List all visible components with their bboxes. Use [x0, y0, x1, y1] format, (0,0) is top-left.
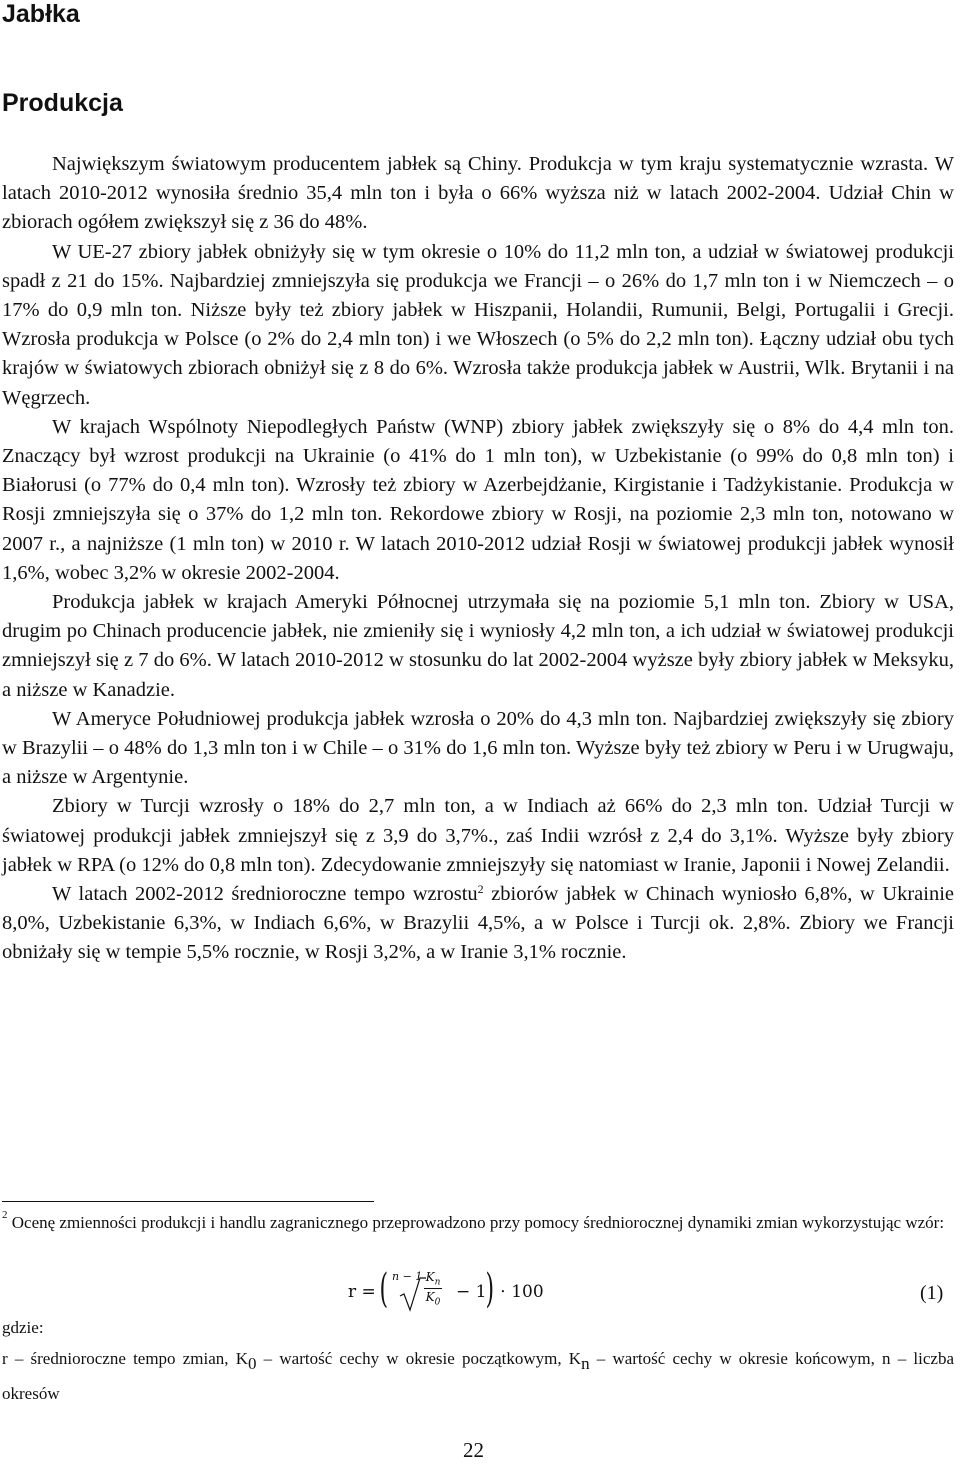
- fraction: [424, 1270, 442, 1308]
- growth-text-end: zbiorów jabłek w Chinach wyniosło 6,8%, w Ukrainie 8,0%, Uzbekistanie 6,3%, w Indiach 6,6%, w Brazylii 4,5%, a w Polsce i Turcji ok. 2,8%. Zbiory we Francji obniżały się w tempie 5,5% rocznie, w Rosji 3,2%, a w Iranie 3,1% rocznie.: [2, 883, 954, 964]
- where-label: gdzie:: [2, 1318, 44, 1337]
- footnote-text: Ocenę zmienności produkcji i handlu zagranicznego przeprowadzono przy pomocy średniorocznej dynamiki zmian wykorzystując wzór:: [11, 1213, 945, 1232]
- paragraph-china: Największym światowym producentem jabłek są Chiny. Produkcja w tym kraju systematycznie wzrasta. W latach 2010-2012 wynosiła średnio 35,4 mln ton i była o 66% wyższa niż w latach 2002-2004. Udział Chin w zbiorach ogółem zwiększył się z 36 do 48%.: [2, 153, 954, 234]
- page-number: 22: [463, 1438, 484, 1462]
- k0-subscript: 0: [248, 1354, 257, 1373]
- paragraph-cis: W krajach Wspólnoty Niepodległych Państw (WNP) zbiory jabłek zwiększyły się o 8% do 4,4 mln ton. Znaczący był wzrost produkcji na Ukrainie (o 41% do 1 mln ton), w Uzbekistanie (o 99% do 0,8 mln ton) i Białorusi (o 77% do 0,4 mln ton). Wzrosły też zbiory w Azerbejdżanie, Kirgistanie i Tadżykistanie. Produkcja w Rosji zmniejszyła się o 37% do 1,2 mln ton. Rekordowe zbiory w Rosji, na poziomie 2,3 mln ton, notowano w 2007 r., a najniższe (1 mln ton) w 2010 r. W latach 2010-2012 udział Rosji w światowej produkcji jabłek wynosił 1,6%, wobec 3,2% w okresie 2002-2004.: [2, 415, 954, 584]
- def-r: r – średnioroczne tempo zmian, K: [2, 1349, 248, 1368]
- right-paren: ): [485, 1266, 495, 1312]
- paragraph-growth-rate: [2, 880, 954, 968]
- paragraph-south-america: W Ameryce Południowej produkcja jabłek wzrosła o 20% do 4,3 mln ton. Najbardziej zwiększyły się zbiory w Brazylii – o 48% do 1,3 mln ton i w Chile – o 31% do 1,6 mln ton. Wyższe były też zbiory w Peru i w Urugwaju, a niższe w Argentynie.: [2, 707, 954, 789]
- formula-multiplier: ⋅ 100: [500, 1282, 544, 1302]
- footnote-mark: 2: [2, 1209, 8, 1221]
- fraction-bar: [424, 1288, 442, 1289]
- formula-minus-one: − 1: [456, 1282, 487, 1302]
- variable-definitions: [2, 1344, 954, 1409]
- fraction-denominator: $K_0$: [425, 1290, 441, 1308]
- footnote-reference: 2: [477, 882, 484, 897]
- root-index: n − 1: [392, 1270, 423, 1283]
- equation-number: (1): [920, 1282, 944, 1304]
- radical-sign: [398, 1276, 426, 1312]
- section-title: Produkcja: [2, 89, 123, 117]
- def-k0: – wartość cechy w okresie początkowym, K: [256, 1349, 582, 1368]
- paragraph-north-america: Produkcja jabłek w krajach Ameryki Północnej utrzymała się na poziomie 5,1 mln ton. Zbiory w USA, drugim po Chinach producencie jabłek, nie zmieniły się i wyniosły 4,2 mln ton, a ich udział w światowej produkcji zmniejszył się z 7 do 6%. W latach 2010-2012 w stosunku do lat 2002-2004 wyższe były zbiory jabłek w Meksyku, a niższe w Kanadzie.: [2, 591, 954, 701]
- paragraph-eu: W UE-27 zbiory jabłek obniżyły się w tym okresie o 10% do 11,2 mln ton, a udział w światowej produkcji spadł z 21 do 15%. Najbardziej zmniejszyła się produkcja we Francji – o 26% do 1,7 mln ton i w Niemczech – o 17% do 0,9 mln ton. Niższe były też zbiory jabłek w Hiszpanii, Holandii, Rumunii, Belgi, Portugalii i Grecji. Wzrosła produkcja w Polsce (o 2% do 2,4 mln ton) i we Włoszech (o 5% do 2,2 mln ton). Łączny udział obu tych krajów w światowych zbiorach obniżył się z 8 do 6%. Wzrosła także produkcja jabłek w Austrii, Wlk. Brytanii i na Węgrzech.: [2, 240, 954, 409]
- paragraph-turkey-india: Zbiory w Turcji wzrosły o 18% do 2,7 mln ton, a w Indiach aż 66% do 2,3 mln ton. Udział Turcji w światowej produkcji jabłek zmniejszył się z 3,9 do 3,7%., zaś Indii wzrósł z 2,4 do 3,1%. Wyższe były zbiory jabłek w RPA (o 12% do 0,8 mln ton). Zdecydowanie zmniejszyły się natomiast w Iranie, Japonii i Nowej Zelandii.: [2, 795, 954, 876]
- footnote: [2, 1210, 954, 1236]
- footnote-separator: [2, 1201, 374, 1202]
- page-heading: Jabłka: [2, 0, 80, 28]
- growth-text-start: W latach 2002-2012 średnioroczne tempo wzrostu: [52, 883, 478, 906]
- body-text: [2, 150, 954, 968]
- formula: [348, 1266, 548, 1318]
- fraction-numerator: $K_n$: [425, 1270, 441, 1288]
- kn-subscript: n: [581, 1354, 590, 1373]
- def-kn: – wartość cechy w okresie końcowym, n – liczba okresów: [2, 1349, 955, 1403]
- formula-lhs: r =: [348, 1282, 376, 1302]
- left-paren: (: [379, 1266, 389, 1312]
